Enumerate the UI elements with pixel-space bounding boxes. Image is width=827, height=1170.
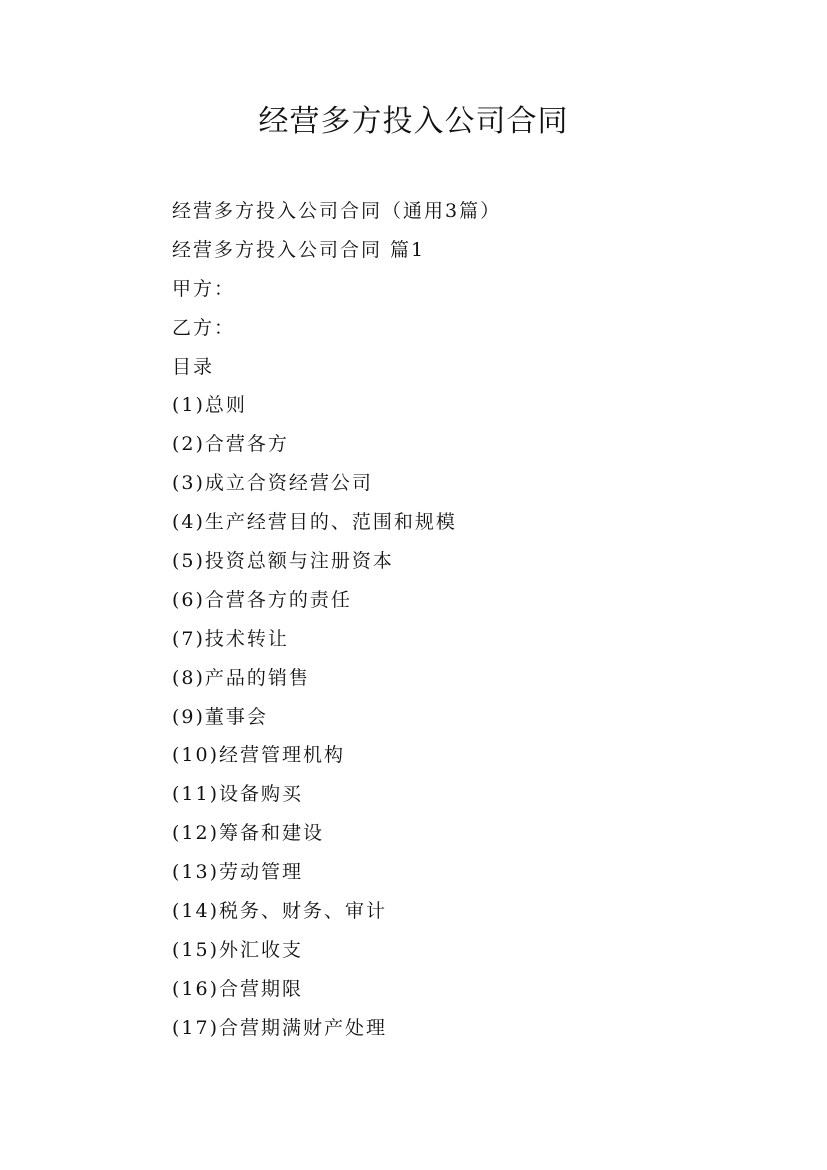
toc-item: (16)合营期限 — [172, 977, 304, 1000]
toc-item: (8)产品的销售 — [172, 666, 310, 689]
toc-item: (9)董事会 — [172, 705, 268, 728]
section-heading: 经营多方投入公司合同 篇1 — [172, 238, 426, 261]
party-a-line: 甲方： — [172, 277, 236, 300]
toc-item: (5)投资总额与注册资本 — [172, 550, 394, 573]
toc-item: (17)合营期满财产处理 — [172, 1016, 388, 1039]
toc-heading: 目录 — [172, 355, 215, 378]
toc-item: (4)生产经营目的、范围和规模 — [172, 511, 457, 534]
document-body — [172, 192, 772, 1048]
toc-item: (3)成立合资经营公司 — [172, 472, 373, 495]
toc-item: (13)劳动管理 — [172, 861, 304, 884]
toc-item: (15)外汇收支 — [172, 938, 304, 961]
toc-item: (14)税务、财务、审计 — [172, 900, 388, 923]
party-b-line: 乙方： — [172, 316, 236, 339]
toc-item: (11)设备购买 — [172, 783, 304, 806]
toc-item: (1)总则 — [172, 394, 247, 417]
toc-item: (10)经营管理机构 — [172, 744, 346, 767]
subtitle-line: 经营多方投入公司合同（通用3篇） — [172, 200, 502, 222]
toc-item: (6)合营各方的责任 — [172, 588, 352, 611]
toc-item: (12)筹备和建设 — [172, 822, 325, 845]
document-title: 经营多方投入公司合同 — [258, 104, 569, 139]
toc-item: (7)技术转让 — [172, 627, 289, 650]
toc-item: (2)合营各方 — [172, 433, 289, 456]
